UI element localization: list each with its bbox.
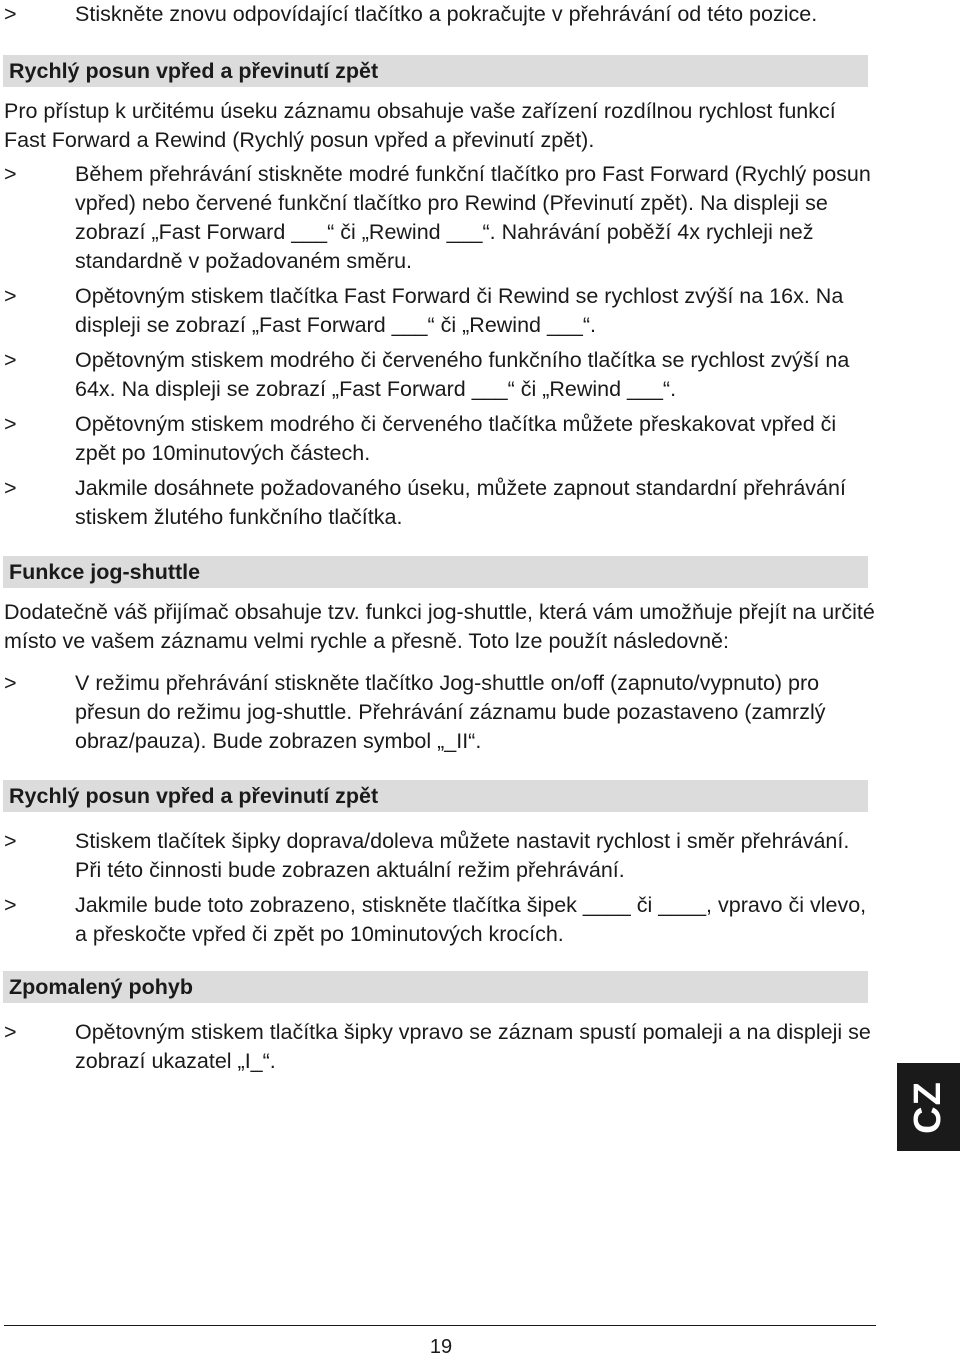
footer-divider	[4, 1325, 876, 1326]
list-item-text: V režimu přehrávání stiskněte tlačítko Jog-shuttle on/off (zapnuto/vypnuto) pro přesun do režimu jog-shuttle. Přehrávání záznamu bude pozastaveno (zamrzlý obraz/pauza). Bude zobrazen symbol „_II“.	[75, 671, 826, 753]
section-paragraph: Pro přístup k určitému úseku záznamu obsahuje vaše zařízení rozdílnou rychlost funkcí Fast Forward a Rewind (Rychlý posun vpřed a převinutí zpět).	[4, 99, 836, 152]
list-item-text: Jakmile bude toto zobrazeno, stiskněte tlačítka šipek ____ či ____, vpravo či vlevo, a přeskočte vpřed či zpět po 10minutových krocích.	[75, 893, 867, 946]
section-paragraph: Dodatečně váš přijímač obsahuje tzv. funkci jog-shuttle, která vám umožňuje přejít na určité místo ve vašem záznamu velmi rychle a přesně. Toto lze použít následovně:	[4, 600, 875, 653]
list-item	[4, 0, 876, 29]
list-item	[4, 346, 876, 404]
list-item	[4, 891, 876, 949]
bullet-marker: >	[4, 1020, 17, 1044]
list-item	[4, 827, 876, 885]
list-item-text: Opětovným stiskem tlačítka šipky vpravo se záznam spustí pomaleji a na displeji se zobrazí ukazatel „I_“.	[75, 1020, 871, 1073]
bullet-marker: >	[4, 671, 17, 695]
language-tab-label: CZ	[907, 1080, 949, 1134]
list-item-text: Opětovným stiskem tlačítka Fast Forward či Rewind se rychlost zvýší na 16x. Na displeji se zobrazí „Fast Forward ___“ či „Rewind ___“.	[75, 284, 844, 337]
list-item-text: Jakmile dosáhnete požadovaného úseku, můžete zapnout standardní přehrávání stiskem žlutého funkčního tlačítka.	[75, 476, 846, 529]
page-number: 19	[429, 1336, 453, 1358]
list-item-text: Stiskem tlačítek šipky doprava/doleva můžete nastavit rychlost i směr přehrávání. Při této činnosti bude zobrazen aktuální režim přehrávání.	[75, 829, 850, 882]
bullet-marker: >	[4, 284, 17, 308]
list-item	[4, 669, 876, 756]
bullet-marker: >	[4, 162, 17, 186]
page-content	[4, 0, 876, 1076]
list-item	[4, 410, 876, 468]
section-heading-fast-forward: Rychlý posun vpřed a převinutí zpět	[3, 55, 868, 87]
section-heading-slow-motion: Zpomalený pohyb	[3, 971, 868, 1003]
list-item-text: Opětovným stiskem modrého či červeného tlačítka můžete přeskakovat vpřed či zpět po 10minutových částech.	[75, 412, 837, 465]
list-item	[4, 160, 876, 276]
bullet-marker: >	[4, 829, 17, 853]
section-heading-jog-shuttle: Funkce jog-shuttle	[3, 556, 868, 588]
list-item	[4, 1018, 876, 1076]
section-heading-fast-forward-2: Rychlý posun vpřed a převinutí zpět	[3, 780, 868, 812]
list-item	[4, 474, 876, 532]
intro-bullet-text: Stiskněte znovu odpovídající tlačítko a pokračujte v přehrávání od této pozice.	[75, 2, 818, 26]
language-tab	[897, 1063, 960, 1151]
bullet-marker: >	[4, 476, 17, 500]
bullet-marker: >	[4, 412, 17, 436]
bullet-marker: >	[4, 348, 17, 372]
bullet-marker: >	[4, 893, 17, 917]
bullet-marker: >	[4, 2, 17, 26]
list-item-text: Opětovným stiskem modrého či červeného funkčního tlačítka se rychlost zvýší na 64x. Na displeji se zobrazí „Fast Forward ___“ či „Rewind ___“.	[75, 348, 850, 401]
list-item	[4, 282, 876, 340]
list-item-text: Během přehrávání stiskněte modré funkční tlačítko pro Fast Forward (Rychlý posun vpřed) nebo červené funkční tlačítko pro Rewind (Převinutí zpět). Na displeji se zobrazí „Fast Forward ___“ či „Rewind ___“. Nahrávání poběží 4x rychleji než standardně v požadovaném směru.	[75, 162, 871, 273]
